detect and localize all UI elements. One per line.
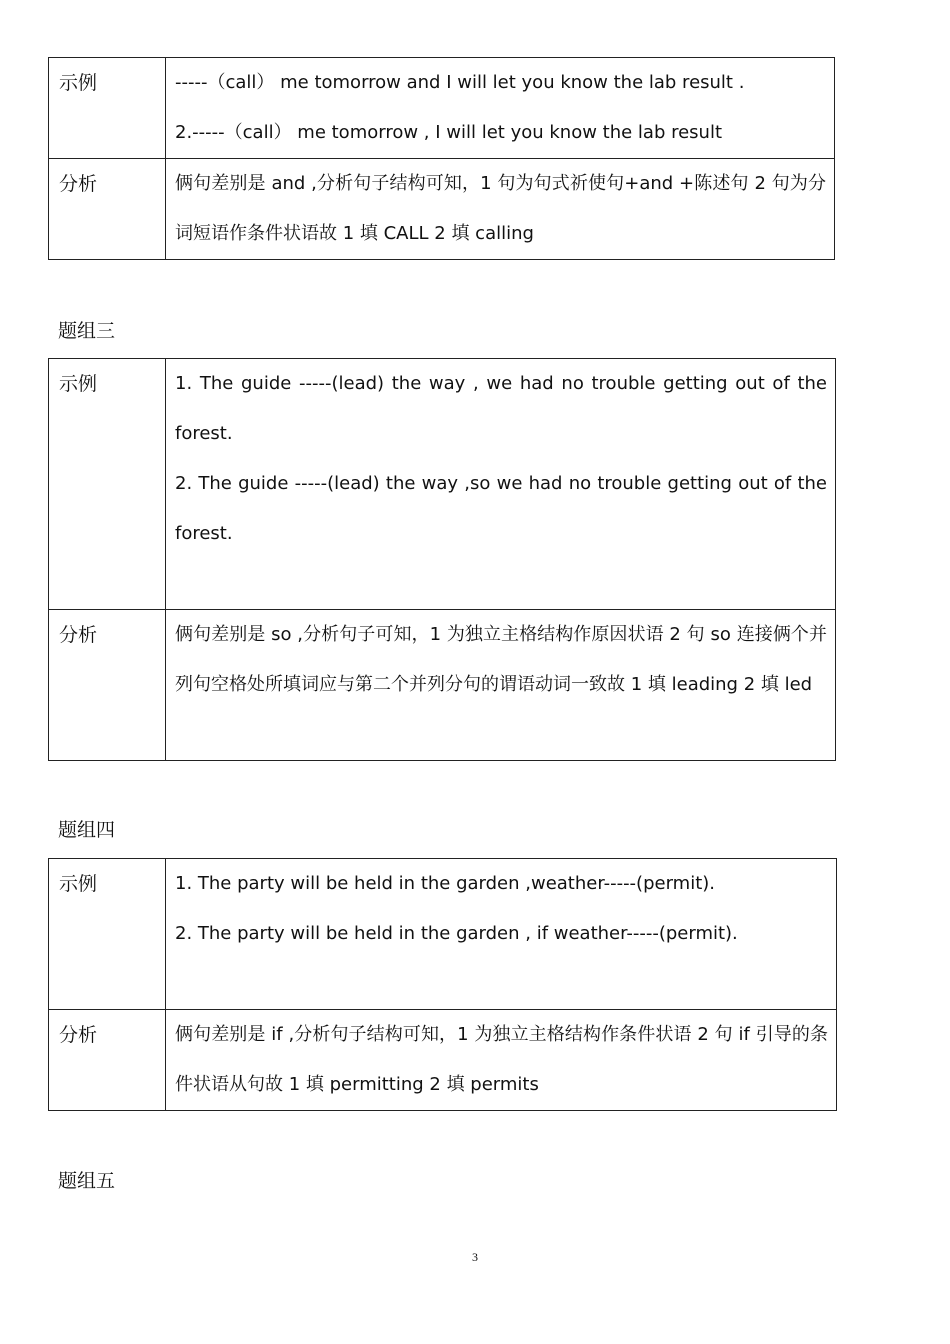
analysis-content — [166, 610, 836, 761]
analysis-label: 分析 — [49, 1010, 166, 1111]
example-sentence-2: 2.-----（call） me tomorrow , I will let you know the lab result — [175, 122, 723, 143]
example-row — [49, 859, 837, 1010]
analysis-text: 俩句差别是 if ,分析句子结构可知，1 为独立主格结构作条件状语 2 句 if 引导的条件状语从句故 1 填 permitting 2 填 permits — [175, 1024, 828, 1095]
analysis-content — [166, 1010, 837, 1111]
group-heading-four: 题组四 — [58, 819, 116, 841]
analysis-row — [49, 610, 836, 761]
page-number: 3 — [472, 1250, 478, 1264]
example-sentence-1: 1. The guide -----(lead) the way , we had no trouble getting out of the forest. — [175, 373, 827, 444]
analysis-row — [49, 159, 835, 260]
analysis-row — [49, 1010, 837, 1111]
example-sentence-1: -----（call） me tomorrow and I will let you know the lab result . — [175, 72, 745, 93]
group-table-two — [48, 57, 835, 260]
analysis-text: 俩句差别是 and ,分析句子结构可知，1 句为句式祈使句+and +陈述句 2 句为分词短语作条件状语故 1 填 CALL 2 填 calling — [175, 173, 826, 244]
example-content — [166, 859, 837, 1010]
example-row — [49, 359, 836, 610]
group-heading-five: 题组五 — [58, 1170, 116, 1192]
example-sentence-1: 1. The party will be held in the garden ,weather-----(permit). — [175, 873, 715, 894]
group-table-four — [48, 858, 837, 1111]
example-sentence-2: 2. The guide -----(lead) the way ,so we had no trouble getting out of the forest. — [175, 473, 827, 544]
example-row — [49, 58, 835, 159]
group-table-three — [48, 358, 836, 761]
example-content — [166, 58, 835, 159]
example-content — [166, 359, 836, 610]
analysis-label: 分析 — [49, 159, 166, 260]
example-sentence-2: 2. The party will be held in the garden , if weather-----(permit). — [175, 923, 738, 944]
example-label: 示例 — [49, 58, 166, 159]
analysis-content — [166, 159, 835, 260]
analysis-text: 俩句差别是 so ,分析句子可知，1 为独立主格结构作原因状语 2 句 so 连接俩个并列句空格处所填词应与第二个并列分句的谓语动词一致故 1 填 leading 2 填 led — [175, 624, 827, 695]
example-label: 示例 — [49, 859, 166, 1010]
example-label: 示例 — [49, 359, 166, 610]
group-heading-three: 题组三 — [58, 320, 116, 342]
analysis-label: 分析 — [49, 610, 166, 761]
